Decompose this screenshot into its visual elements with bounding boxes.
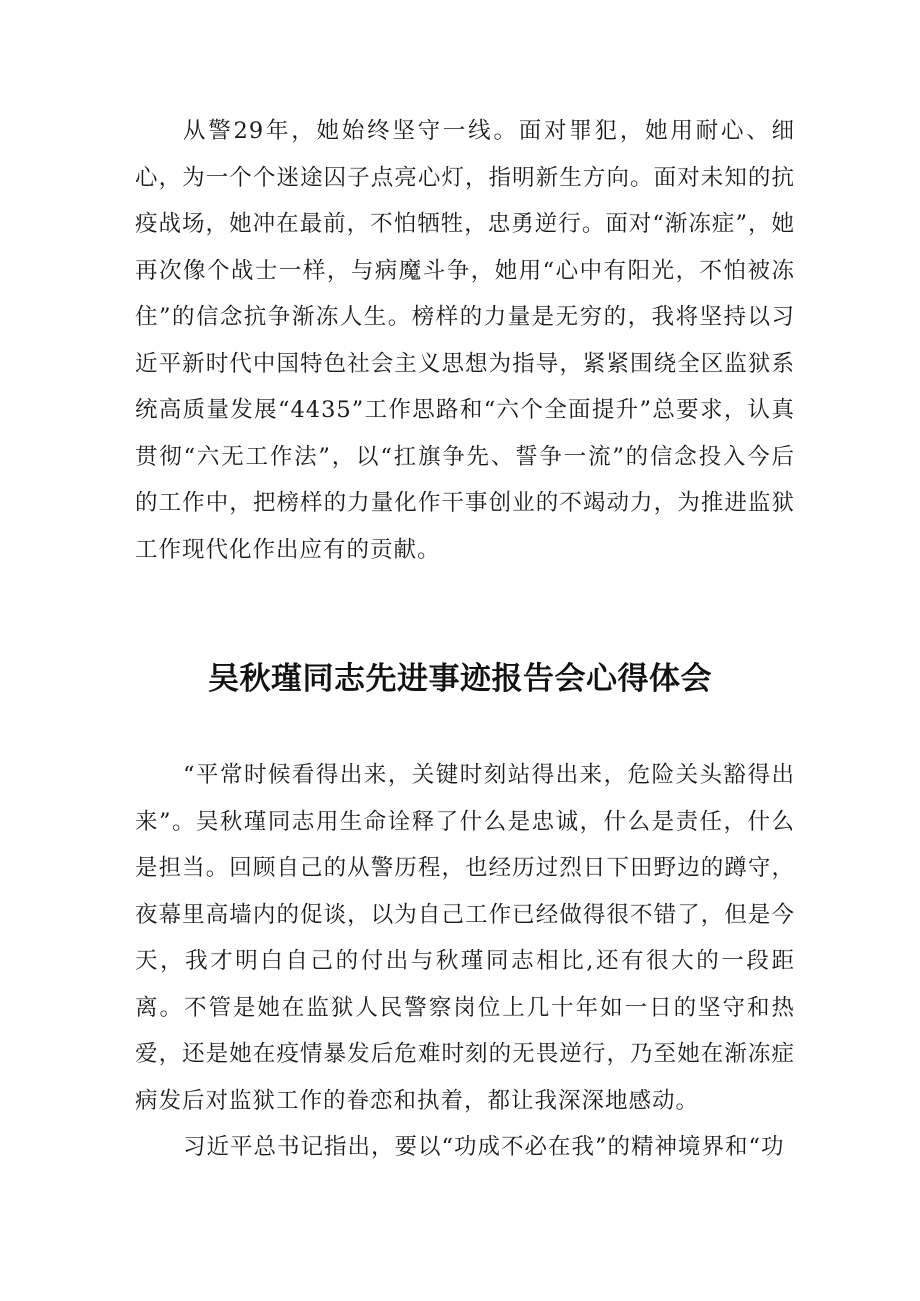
paragraph-body-2: 习近平总书记指出，要以“功成不必在我”的精神境界和“功: [183, 1134, 785, 1160]
paragraph-intro: 从警29年，她始终坚守一线。面对罪犯，她用耐心、细心，为一个个迷途囚子点亮心灯，指明新生方向。面对未知的抗疫战场，她冲在最前，不怕牺牲，忠勇逆行。面对“渐冻症”，她再次像个战士一样，与病魔斗争，她用“心中有阳光，不怕被冻住”的信念抗争渐冻人生。榜样的力量是无穷的，我将坚持以习近平新时代中国特色社会主义思想为指导，紧紧围绕全区监狱系统高质量发展“4435”工作思路和“六个全面提升”总要求，认真贯彻“六无工作法”，以“扛旗争先、誓争一流”的信念投入今后的工作中，把榜样的力量化作干事创业的不竭动力，为推进监狱工作现代化作出应有的贡献。: [135, 118, 795, 563]
paragraph-body-1: “平常时候看得出来，关键时刻站得出来，危险关头豁得出来”。吴秋瑾同志用生命诠释了什么是忠诚，什么是责任，什么是担当。回顾自己的从警历程，也经历过烈日下田野边的蹲守，夜幕里高墙内的促谈，以为自己工作已经做得很不错了，但是今天，我才明白自己的付出与秋瑾同志相比,还有很大的一段距离。不管是她在监狱人民警察岗位上几十年如一日的坚守和热爱，还是她在疫情暴发后危难时刻的无畏逆行，乃至她在渐冻症病发后对监狱工作的眷恋和执着，都让我深深地感动。: [135, 762, 795, 1114]
page-title: 吴秋瑾同志先进事迹报告会心得体会: [208, 661, 712, 697]
section-2: [135, 752, 795, 1171]
section-1: [135, 108, 795, 573]
